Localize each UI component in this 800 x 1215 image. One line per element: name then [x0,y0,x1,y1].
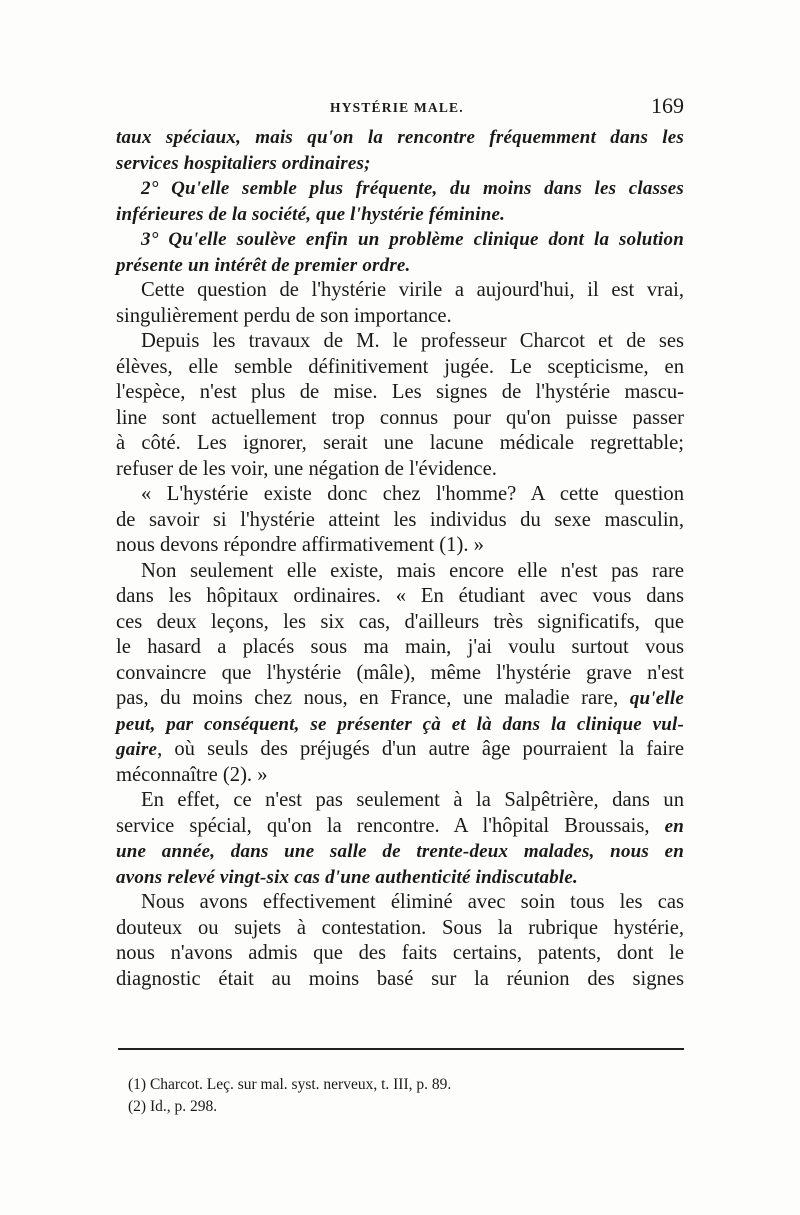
text-line: peut, par conséquent, se présenter çà et là dans la clinique vul- [116,713,684,735]
text-segment: service spécial, qu'on la rencontre. A l'hôpital Broussais, [116,814,665,837]
text-line: line sont actuellement trop connus pour qu'on puisse passer [116,406,684,429]
text-segment: gaire [116,739,158,760]
text-line: singulièrement perdu de son importance. [116,304,452,327]
text-line: 3° Qu'elle soulève enfin un problème clinique dont la solution [141,229,684,250]
text-line [116,686,684,712]
running-title: HYSTÉRIE MALE. [330,100,464,115]
text-line: avons relevé vingt-six cas d'une authenticité indiscutable. [116,866,578,888]
page-number: 169 [651,93,684,118]
text-line [116,737,684,763]
text-line: élèves, elle semble définitivement jugée. Le scepticisme, en [116,355,684,378]
text-line: Depuis les travaux de M. le professeur Charcot et de ses [141,330,684,352]
footnote-2: (2) Id., p. 298. [128,1098,218,1115]
text-segment: pas, du moins chez nous, en France, une maladie rare, [116,687,630,709]
text-line: nous n'avons admis que des faits certains, patents, dont le [116,942,684,964]
text-line: diagnostic était au moins basé sur la réunion des signes [116,967,684,990]
text-segment: qu'elle [629,688,684,709]
text-line: l'espèce, n'est plus de mise. Les signes de l'hystérie mascu- [116,381,684,403]
footnote-1: (1) Charcot. Leç. sur mal. syst. nerveux, t. III, p. 89. [128,1076,452,1093]
footnotes [128,1074,648,1118]
text-line: 2° Qu'elle semble plus fréquente, du moins dans les classes [141,178,684,199]
text-line: convaincre que l'hystérie (mâle), même l'hystérie grave n'est [116,661,684,684]
text-segment: , où seuls des préjugés d'un autre âge pourraient la faire [157,738,684,760]
text-line: Cette question de l'hystérie virile a aujourd'hui, il est vrai, [141,279,684,301]
text-line: services hospitaliers ordinaires; [116,152,371,174]
text-line: présente un intérêt de premier ordre. [116,254,411,276]
text-line: à côté. Les ignorer, serait une lacune médicale regrettable; [116,432,684,454]
text-line: de savoir si l'hystérie atteint les individus du sexe masculin, [116,508,684,531]
text-line: « L'hystérie existe donc chez l'homme? A cette question [141,483,684,505]
text-line: douteux ou sujets à contestation. Sous la rubrique hystérie, [116,916,684,939]
text-segment: En effet, ce n'est pas seulement à la Salpêtrière, dans un [141,789,684,811]
text-line: Nous avons effectivement éliminé avec soin tous les cas [141,891,684,913]
text-line: refuser de les voir, une négation de l'évidence. [116,457,497,480]
text-segment: en [664,815,684,837]
text-line: Non seulement elle existe, mais encore elle n'est pas rare [141,559,684,582]
body-text [116,125,684,992]
text-line [116,814,684,840]
text-line: une année, dans une salle de trente-deux malades, nous en [116,841,684,862]
page-header [118,93,684,122]
text-line: ces deux leçons, les six cas, d'ailleurs très significatifs, que [116,610,684,633]
footnote-separator [118,1048,684,1050]
text-line [116,788,684,814]
text-line: inférieures de la société, que l'hystérie féminine. [116,203,506,225]
text-line: taux spéciaux, mais qu'on la rencontre fréquemment dans les [116,127,684,148]
text-line: dans les hôpitaux ordinaires. « En étudiant avec vous dans [116,585,684,607]
text-line: nous devons répondre affirmativement (1). » [116,534,484,556]
text-line: méconnaître (2). » [116,763,268,786]
text-line: le hasard a placés sous ma main, j'ai voulu surtout vous [116,636,684,658]
